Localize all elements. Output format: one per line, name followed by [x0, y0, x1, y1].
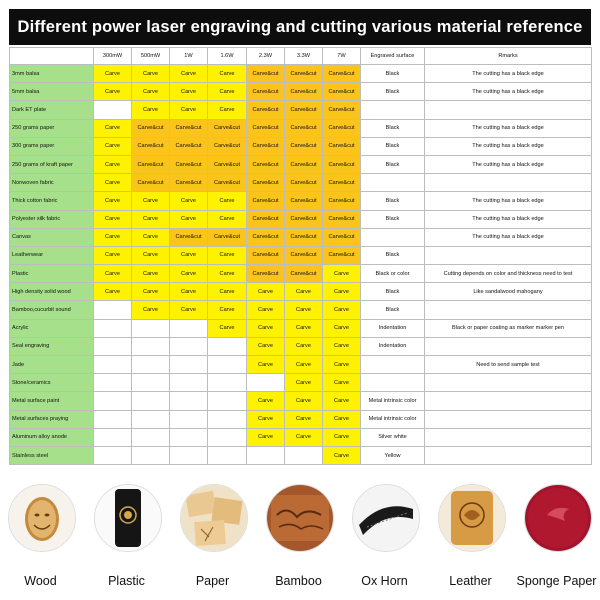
capability-cell: Carve&cut [208, 137, 247, 155]
capability-cell [94, 101, 132, 119]
engraved-surface-cell: Black [361, 192, 425, 210]
capability-cell [285, 446, 323, 464]
header-material [10, 48, 94, 65]
capability-cell: Carve [323, 319, 361, 337]
capability-cell: Carve&cut [323, 210, 361, 228]
capability-cell: Carve&cut [247, 246, 285, 264]
capability-cell: Carve&cut [323, 119, 361, 137]
engraved-surface-cell: Metal intrinsic color [361, 410, 425, 428]
material-name: 300 grams paper [10, 137, 94, 155]
capability-cell: Carve [323, 301, 361, 319]
capability-cell: Carve [208, 101, 247, 119]
ox-horn-sample-image [352, 484, 420, 552]
material-name: Metal surfaces praying [10, 410, 94, 428]
capability-cell: Carve [94, 83, 132, 101]
gallery-label: Bamboo [275, 574, 322, 588]
capability-cell: Carve [323, 337, 361, 355]
capability-cell: Carve [247, 319, 285, 337]
material-name: 250 grams paper [10, 119, 94, 137]
capability-cell: Carve&cut [208, 155, 247, 173]
capability-cell: Carve [170, 265, 208, 283]
capability-cell: Carve [94, 246, 132, 264]
capability-cell: Carve [170, 301, 208, 319]
capability-cell [170, 374, 208, 392]
capability-cell: Carve [285, 356, 323, 374]
capability-cell: Carve [132, 265, 170, 283]
capability-cell: Carve&cut [285, 65, 323, 83]
capability-cell: Carve&cut [323, 174, 361, 192]
capability-cell [170, 319, 208, 337]
capability-cell: Carve [132, 283, 170, 301]
header-cell: 300mW [94, 48, 132, 65]
capability-cell: Carve [247, 337, 285, 355]
capability-cell [94, 337, 132, 355]
capability-cell: Carve [285, 283, 323, 301]
material-name: Plastic [10, 265, 94, 283]
remark-cell: Need to send sample test [425, 356, 592, 374]
capability-cell [208, 337, 247, 355]
capability-cell: Carve [94, 265, 132, 283]
capability-cell: Carve&cut [208, 119, 247, 137]
capability-cell: Carve [208, 83, 247, 101]
capability-cell: Carve&cut [323, 137, 361, 155]
capability-cell: Carve [132, 65, 170, 83]
capability-cell [132, 410, 170, 428]
capability-cell: Carve&cut [132, 174, 170, 192]
capability-cell: Carve [170, 83, 208, 101]
capability-cell: Carve [285, 337, 323, 355]
gallery-label: Sponge Paper [516, 574, 597, 588]
capability-cell [94, 410, 132, 428]
engraved-surface-cell: Metal intrinsic color [361, 392, 425, 410]
table-row [10, 155, 592, 173]
capability-cell [170, 392, 208, 410]
capability-cell [170, 428, 208, 446]
remark-cell: Black or paper coating as marker marker pen [425, 319, 592, 337]
capability-cell: Carve&cut [247, 174, 285, 192]
header-cell: 7W [323, 48, 361, 65]
capability-cell [247, 446, 285, 464]
capability-cell: Carve [94, 210, 132, 228]
capability-cell: Carve [247, 410, 285, 428]
capability-cell: Carve&cut [285, 101, 323, 119]
table-row [10, 337, 592, 355]
engraved-surface-cell: Black [361, 65, 425, 83]
remark-cell: The cutting has a black edge [425, 119, 592, 137]
capability-cell: Carve [170, 192, 208, 210]
capability-cell: Carve [170, 65, 208, 83]
material-name: Polyester silk fabric [10, 210, 94, 228]
material-name: Leatherwear [10, 246, 94, 264]
capability-cell [208, 446, 247, 464]
capability-cell [94, 319, 132, 337]
capability-cell [170, 446, 208, 464]
capability-cell: Carve [170, 101, 208, 119]
capability-cell [94, 301, 132, 319]
capability-cell: Carve&cut [323, 101, 361, 119]
capability-cell: Carve [94, 283, 132, 301]
material-name: Seal engraving [10, 337, 94, 355]
capability-cell [132, 319, 170, 337]
capability-cell [170, 337, 208, 355]
engraved-surface-cell: Black [361, 246, 425, 264]
table-header-row [10, 48, 592, 65]
capability-cell [132, 446, 170, 464]
header-cell: 1.6W [208, 48, 247, 65]
engraved-surface-cell: Yellow [361, 446, 425, 464]
capability-cell: Carve&cut [247, 210, 285, 228]
capability-cell [132, 337, 170, 355]
material-reference-table [9, 47, 592, 465]
capability-cell: Carve&cut [170, 137, 208, 155]
header-cell: 500mW [132, 48, 170, 65]
table-row [10, 83, 592, 101]
engraved-surface-cell: Indentation [361, 337, 425, 355]
material-gallery [0, 480, 600, 600]
capability-cell [208, 428, 247, 446]
engraved-surface-cell [361, 374, 425, 392]
capability-cell: Carve [323, 374, 361, 392]
gallery-label: Wood [24, 574, 57, 588]
material-name: High density solid wood [10, 283, 94, 301]
capability-cell: Carve [285, 392, 323, 410]
capability-cell: Carve [323, 265, 361, 283]
capability-cell: Carve [94, 155, 132, 173]
remark-cell [425, 428, 592, 446]
capability-cell: Carve [247, 301, 285, 319]
capability-cell: Carve&cut [247, 265, 285, 283]
leather-sample-image [438, 484, 506, 552]
plastic-sample-image [94, 484, 162, 552]
capability-cell [208, 356, 247, 374]
capability-cell: Carve [247, 356, 285, 374]
capability-cell: Carve&cut [247, 65, 285, 83]
engraved-surface-cell: Black [361, 283, 425, 301]
material-name: 250 grams of kraft paper [10, 155, 94, 173]
material-name: 3mm balsa [10, 65, 94, 83]
capability-cell: Carve [285, 319, 323, 337]
capability-cell: Carve&cut [323, 155, 361, 173]
table-row [10, 246, 592, 264]
capability-cell: Carve&cut [170, 228, 208, 246]
remark-cell [425, 101, 592, 119]
sponge-paper-sample-image [524, 484, 592, 552]
capability-cell [170, 410, 208, 428]
engraved-surface-cell [361, 228, 425, 246]
capability-cell: Carve&cut [285, 83, 323, 101]
capability-cell: Carve [132, 83, 170, 101]
capability-cell: Carve [208, 192, 247, 210]
header-cell: Rmarks [425, 48, 592, 65]
capability-cell: Carve&cut [285, 228, 323, 246]
capability-cell [132, 392, 170, 410]
capability-cell: Carve [208, 65, 247, 83]
capability-cell: Carve&cut [132, 119, 170, 137]
gallery-item [433, 480, 508, 600]
capability-cell: Carve&cut [285, 265, 323, 283]
capability-cell: Carve&cut [247, 119, 285, 137]
header-cell: 1W [170, 48, 208, 65]
engraved-surface-cell: Black [361, 210, 425, 228]
table-row [10, 356, 592, 374]
gallery-label: Plastic [108, 574, 145, 588]
bamboo-sample-image [266, 484, 334, 552]
capability-cell: Carve [170, 246, 208, 264]
capability-cell: Carve [247, 392, 285, 410]
capability-cell: Carve [247, 428, 285, 446]
capability-cell: Carve [285, 428, 323, 446]
material-name: Nonwoven fabric [10, 174, 94, 192]
material-name: Dark ET plate [10, 101, 94, 119]
page-title: Different power laser engraving and cutting various material reference [9, 9, 591, 45]
capability-cell: Carve [208, 265, 247, 283]
remark-cell: The cutting has a black edge [425, 65, 592, 83]
table-row [10, 101, 592, 119]
capability-cell [247, 374, 285, 392]
capability-cell [132, 374, 170, 392]
capability-cell: Carve [132, 301, 170, 319]
capability-cell: Carve&cut [323, 83, 361, 101]
capability-cell: Carve [94, 228, 132, 246]
capability-cell: Carve&cut [247, 155, 285, 173]
table-row [10, 374, 592, 392]
capability-cell: Carve [170, 210, 208, 228]
capability-cell: Carve&cut [132, 137, 170, 155]
capability-cell: Carve [323, 410, 361, 428]
capability-cell [94, 374, 132, 392]
capability-cell: Carve&cut [285, 119, 323, 137]
remark-cell [425, 301, 592, 319]
remark-cell: Cutting depends on color and thickness need to test [425, 265, 592, 283]
paper-sample-image [180, 484, 248, 552]
table-row [10, 192, 592, 210]
engraved-surface-cell: Black [361, 83, 425, 101]
capability-cell: Carve [247, 283, 285, 301]
capability-cell: Carve [285, 301, 323, 319]
remark-cell: The cutting has a black edge [425, 192, 592, 210]
capability-cell: Carve [132, 101, 170, 119]
material-name: Stainless steel [10, 446, 94, 464]
table-row [10, 210, 592, 228]
capability-cell: Carve [132, 228, 170, 246]
capability-cell [208, 374, 247, 392]
capability-cell [94, 392, 132, 410]
capability-cell: Carve [94, 137, 132, 155]
engraved-surface-cell [361, 174, 425, 192]
material-name: Bamboo,cucurbit sound [10, 301, 94, 319]
engraved-surface-cell: Black [361, 137, 425, 155]
capability-cell: Carve [94, 119, 132, 137]
capability-cell: Carve&cut [247, 101, 285, 119]
remark-cell [425, 374, 592, 392]
remark-cell: The cutting has a black edge [425, 228, 592, 246]
capability-cell: Carve [208, 301, 247, 319]
header-cell: Engraved surface [361, 48, 425, 65]
capability-cell: Carve [208, 283, 247, 301]
capability-cell: Carve [285, 374, 323, 392]
material-name: 5mm balsa [10, 83, 94, 101]
capability-cell [132, 356, 170, 374]
material-name: Stone/ceramics [10, 374, 94, 392]
capability-cell: Carve&cut [285, 246, 323, 264]
engraved-surface-cell: Black [361, 155, 425, 173]
capability-cell: Carve [208, 319, 247, 337]
remark-cell [425, 174, 592, 192]
remark-cell [425, 392, 592, 410]
table-row [10, 137, 592, 155]
remark-cell: The cutting has a black edge [425, 210, 592, 228]
remark-cell [425, 410, 592, 428]
capability-cell: Carve&cut [285, 155, 323, 173]
material-name: Jade [10, 356, 94, 374]
gallery-label: Paper [195, 574, 230, 588]
capability-cell: Carve [323, 446, 361, 464]
engraved-surface-cell: Black [361, 119, 425, 137]
capability-cell [132, 428, 170, 446]
capability-cell: Carve [132, 192, 170, 210]
engraved-surface-cell: Indentation [361, 319, 425, 337]
engraved-surface-cell [361, 356, 425, 374]
gallery-item [3, 480, 78, 600]
capability-cell: Carve&cut [323, 228, 361, 246]
remark-cell: The cutting has a black edge [425, 83, 592, 101]
capability-cell: Carve&cut [323, 192, 361, 210]
capability-cell: Carve&cut [285, 192, 323, 210]
remark-cell [425, 246, 592, 264]
table-row [10, 65, 592, 83]
gallery-label: Ox Horn [361, 574, 408, 588]
table-row [10, 301, 592, 319]
table-row [10, 410, 592, 428]
table-row [10, 319, 592, 337]
capability-cell: Carve [94, 192, 132, 210]
remark-cell [425, 446, 592, 464]
table-row [10, 174, 592, 192]
capability-cell: Carve&cut [170, 119, 208, 137]
engraved-surface-cell: Black [361, 301, 425, 319]
capability-cell: Carve [208, 246, 247, 264]
gallery-item [516, 480, 597, 600]
gallery-item [261, 480, 336, 600]
capability-cell: Carve&cut [170, 174, 208, 192]
capability-cell: Carve&cut [323, 65, 361, 83]
material-name: Thick cotton fabric [10, 192, 94, 210]
capability-cell: Carve [323, 356, 361, 374]
capability-cell: Carve [323, 392, 361, 410]
capability-cell: Carve [285, 410, 323, 428]
capability-cell: Carve [323, 283, 361, 301]
capability-cell: Carve&cut [170, 155, 208, 173]
header-cell: 2.3W [247, 48, 285, 65]
remark-cell: The cutting has a black edge [425, 155, 592, 173]
capability-cell: Carve [132, 246, 170, 264]
capability-cell: Carve [323, 428, 361, 446]
capability-cell: Carve&cut [247, 137, 285, 155]
capability-cell: Carve&cut [247, 228, 285, 246]
gallery-item [347, 480, 422, 600]
gallery-label: Leather [449, 574, 492, 588]
capability-cell: Carve&cut [285, 137, 323, 155]
capability-cell [208, 410, 247, 428]
capability-cell: Carve&cut [247, 83, 285, 101]
table-row [10, 228, 592, 246]
capability-cell [94, 428, 132, 446]
engraved-surface-cell [361, 101, 425, 119]
table-row [10, 283, 592, 301]
material-name: Metal surface paint [10, 392, 94, 410]
material-name: Canvas [10, 228, 94, 246]
remark-cell: Like sandalwood mahogany [425, 283, 592, 301]
material-name: Aluminum alloy anode [10, 428, 94, 446]
table-row [10, 265, 592, 283]
capability-cell: Carve&cut [285, 210, 323, 228]
engraved-surface-cell: Silver white [361, 428, 425, 446]
capability-cell: Carve [94, 174, 132, 192]
capability-cell: Carve [208, 210, 247, 228]
capability-cell: Carve&cut [208, 174, 247, 192]
capability-cell [94, 356, 132, 374]
engraved-surface-cell: Black or color [361, 265, 425, 283]
capability-cell [170, 356, 208, 374]
gallery-item [175, 480, 250, 600]
table-row [10, 119, 592, 137]
remark-cell: The cutting has a black edge [425, 137, 592, 155]
capability-cell [208, 392, 247, 410]
capability-cell: Carve&cut [323, 246, 361, 264]
table-row [10, 428, 592, 446]
capability-cell: Carve [132, 210, 170, 228]
capability-cell: Carve&cut [285, 174, 323, 192]
remark-cell [425, 337, 592, 355]
capability-cell [94, 446, 132, 464]
wood-sample-image [8, 484, 76, 552]
header-cell: 3.3W [285, 48, 323, 65]
capability-cell: Carve [170, 283, 208, 301]
table-row [10, 446, 592, 464]
capability-cell: Carve&cut [132, 155, 170, 173]
table-row [10, 392, 592, 410]
capability-cell: Carve&cut [247, 192, 285, 210]
gallery-item [89, 480, 164, 600]
capability-cell: Carve [94, 65, 132, 83]
material-name: Acrylic [10, 319, 94, 337]
capability-cell: Carve&cut [208, 228, 247, 246]
